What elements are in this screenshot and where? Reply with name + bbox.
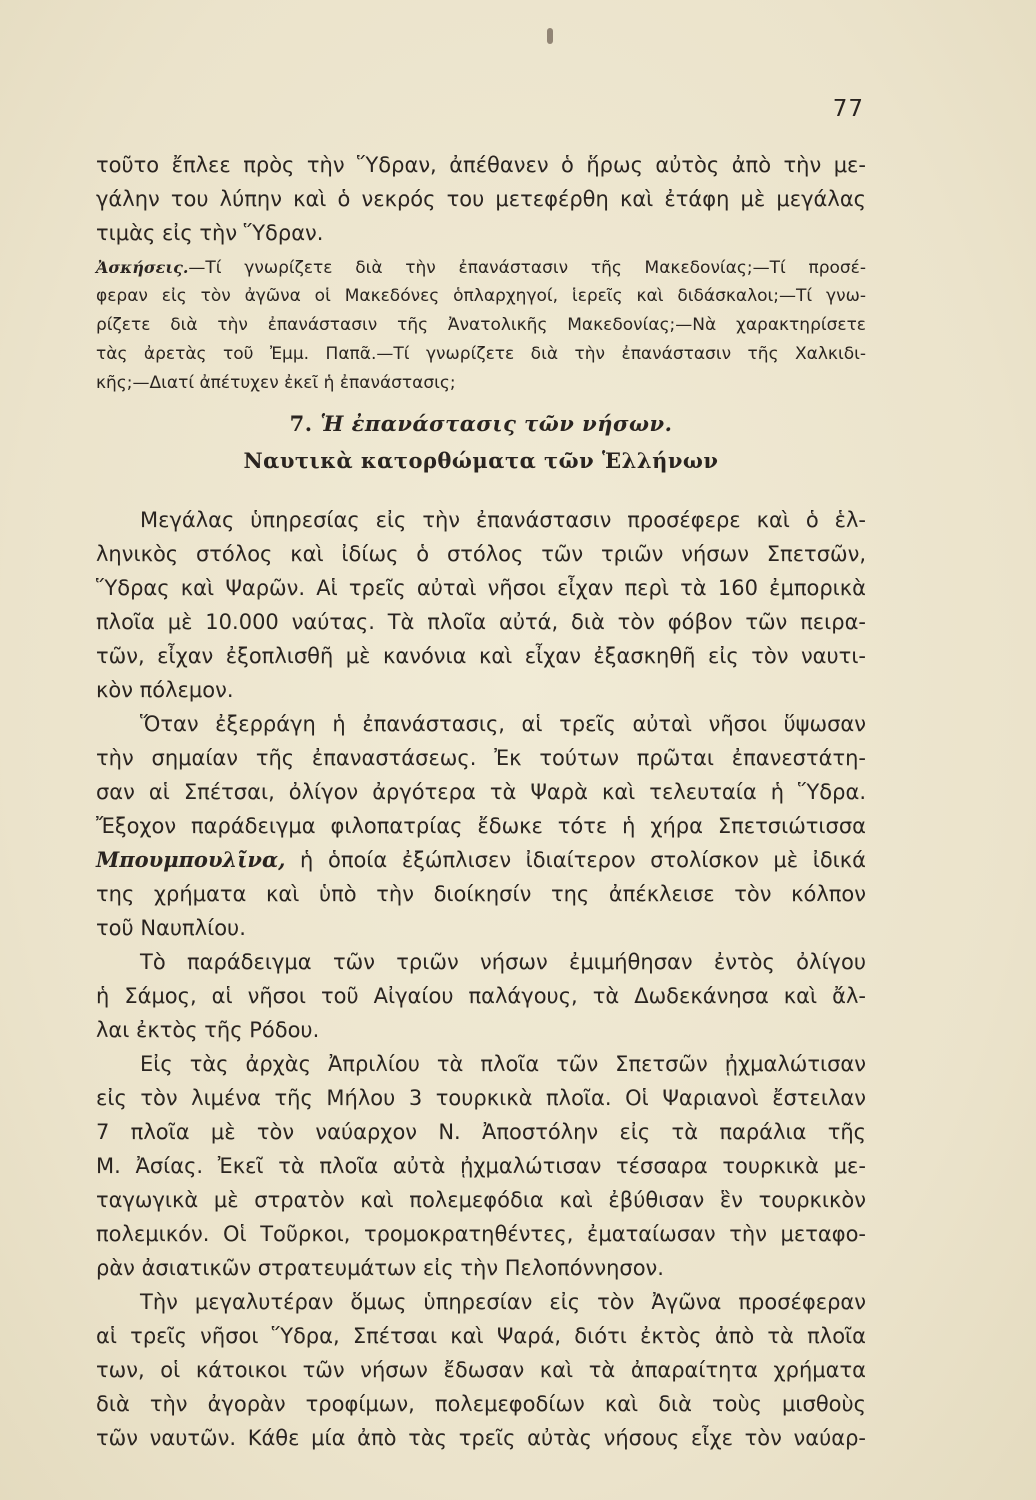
text-line: ρίζετε διὰ τὴν ἐπανάστασιν τῆς Ἀνατολικῆς Μακεδονίας;—Νὰ χαρακτηρίσετε — [96, 315, 866, 335]
text-line: τὰς ἀρετὰς τοῦ Ἐμμ. Παπᾶ.—Τί γνωρίζετε διὰ τὴν ἐπανάστασιν τῆς Χαλκιδι- — [96, 344, 866, 364]
exercises-label: Ἀσκήσεις. — [96, 258, 189, 277]
text-line: λαι ἐκτὸς τῆς Ρόδου. — [96, 1018, 320, 1042]
text-line: Ὅταν ἐξερράγη ἡ ἐπανάστασις, αἱ τρεῖς αὐταὶ νῆσοι ὕψωσαν — [140, 712, 866, 736]
text-line: γάλην του λύπην καὶ ὁ νεκρός του μετεφέρθη καὶ ἐτάφη μὲ μεγάλας — [96, 187, 866, 211]
text-line: ληνικὸς στόλος καὶ ἰδίως ὁ στόλος τῶν τριῶν νήσων Σπετσῶν, — [96, 542, 866, 566]
text-line: τοῦ Ναυπλίου. — [96, 916, 246, 940]
text-line: κὸν πόλεμον. — [96, 678, 234, 702]
text-line: Τὴν μεγαλυτέραν ὅμως ὑπηρεσίαν εἰς τὸν Ἀγῶνα προσέφεραν — [140, 1290, 866, 1314]
exercises-block — [96, 253, 866, 398]
page-number: 77 — [832, 96, 864, 122]
text-line: τὴν σημαίαν τῆς ἐπαναστάσεως. Ἐκ τούτων πρῶται ἐπανεστάτη- — [96, 746, 866, 770]
text-line: κῆς;—Διατί ἀπέτυχεν ἐκεῖ ἡ ἐπανάστασις; — [96, 373, 456, 393]
text-line: Μεγάλας ὑπηρεσίας εἰς τὴν ἐπανάστασιν προσέφερε καὶ ὁ ἑλ- — [140, 508, 866, 532]
section-title — [96, 411, 866, 436]
text-line — [96, 843, 866, 877]
text-span: ἡ ὁποία ἐξώπλισεν ἰδιαίτερον στολίσκον μὲ ἰδικά — [285, 848, 866, 872]
section-subtitle: Ναυτικὰ κατορθώματα τῶν Ἑλλήνων — [243, 448, 719, 473]
text-line: τιμὰς εἰς τὴν Ὕδραν. — [96, 221, 324, 245]
text-line: σαν αἱ Σπέτσαι, ὀλίγον ἀργότερα τὰ Ψαρὰ καὶ τελευταία ἡ Ὕδρα. — [96, 780, 866, 804]
section-title-text: Ἡ ἐπανάστασις τῶν νήσων. — [320, 411, 673, 436]
text-line: πολεμικόν. Οἱ Τοῦρκοι, τρομοκρατηθέντες, ἐματαίωσαν τὴν μεταφο- — [96, 1222, 866, 1246]
text-line: της χρήματα καὶ ὑπὸ τὴν διοίκησίν της ἀπέκλεισε τὸν κόλπον — [96, 882, 866, 906]
text-line: Ὕδρας καὶ Ψαρῶν. Αἱ τρεῖς αὐταὶ νῆσοι εἶχαν περὶ τὰ 160 ἐμπορικὰ — [96, 576, 866, 600]
text-line: Τὸ παράδειγμα τῶν τριῶν νήσων ἐμιμήθησαν ἐντὸς ὀλίγου — [140, 950, 866, 974]
text-line: 7 πλοῖα μὲ τὸν ναύαρχον Ν. Ἀποστόλην εἰς τὰ παράλια τῆς — [96, 1120, 866, 1144]
text-line: τῶν, εἶχαν ἐξοπλισθῆ μὲ κανόνια καὶ εἶχαν ἐξασκηθῆ εἰς τὸν ναυτι- — [96, 644, 866, 668]
continuation-paragraph — [96, 148, 866, 250]
text-line: εἰς τὸν λιμένα τῆς Μήλου 3 τουρκικὰ πλοῖα. Οἱ Ψαριανοὶ ἔστειλαν — [96, 1086, 866, 1110]
text-line: φεραν εἰς τὸν ἀγῶνα οἱ Μακεδόνες ὁπλαρχηγοί, ἱερεῖς καὶ διδάσκαλοι;—Τί γνω- — [96, 286, 866, 306]
text-line: ταγωγικὰ μὲ στρατὸν καὶ πολεμεφόδια καὶ ἐβύθισαν ἓν τουρκικὸν — [96, 1188, 866, 1212]
text-line: πλοῖα μὲ 10.000 ναύτας. Τὰ πλοῖα αὐτά, διὰ τὸν φόβον τῶν πειρα- — [96, 610, 866, 634]
text-line: διὰ τὴν ἀγορὰν τροφίμων, πολεμεφοδίων καὶ διὰ τοὺς μισθοὺς — [96, 1392, 866, 1416]
text-line — [96, 253, 866, 282]
text-line: των, οἱ κάτοικοι τῶν νήσων ἔδωσαν καὶ τὰ ἀπαραίτητα χρήματα — [96, 1358, 866, 1382]
section-number: 7. — [289, 411, 313, 436]
body-text — [96, 503, 866, 1455]
text-line: Εἰς τὰς ἀρχὰς Ἀπριλίου τὰ πλοῖα τῶν Σπετσῶν ᾐχμαλώτισαν — [140, 1052, 866, 1076]
text-line: τῶν ναυτῶν. Κάθε μία ἀπὸ τὰς τρεῖς αὐτὰς νήσους εἶχε τὸν ναύαρ- — [96, 1426, 866, 1450]
text-line: Ἔξοχον παράδειγμα φιλοπατρίας ἔδωκε τότε ἡ χήρα Σπετσιώτισσα — [96, 814, 866, 838]
exercises-first-line: —Τί γνωρίζετε διὰ τὴν ἐπανάστασιν τῆς Μακεδονίας;—Τί προσέ- — [188, 258, 866, 278]
text-line: ρὰν ἀσιατικῶν στρατευμάτων εἰς τὴν Πελοπόννησον. — [96, 1256, 664, 1280]
bouboulina-name: Μπουμπουλῖνα, — [96, 847, 286, 872]
text-line: αἱ τρεῖς νῆσοι Ὕδρα, Σπέτσαι καὶ Ψαρά, διότι ἐκτὸς ἀπὸ τὰ πλοῖα — [96, 1324, 866, 1348]
text-line: τοῦτο ἔπλεε πρὸς τὴν Ὕδραν, ἀπέθανεν ὁ ἥρως αὐτὸς ἀπὸ τὴν με- — [96, 153, 866, 177]
text-line: ἡ Σάμος, αἱ νῆσοι τοῦ Αἰγαίου παλάγους, τὰ Δωδεκάνησα καὶ ἄλ- — [96, 984, 866, 1008]
ink-speck — [547, 28, 553, 44]
text-line: Μ. Ἀσίας. Ἐκεῖ τὰ πλοῖα αὐτὰ ᾐχμαλώτισαν τέσσαρα τουρκικὰ με- — [96, 1154, 866, 1178]
